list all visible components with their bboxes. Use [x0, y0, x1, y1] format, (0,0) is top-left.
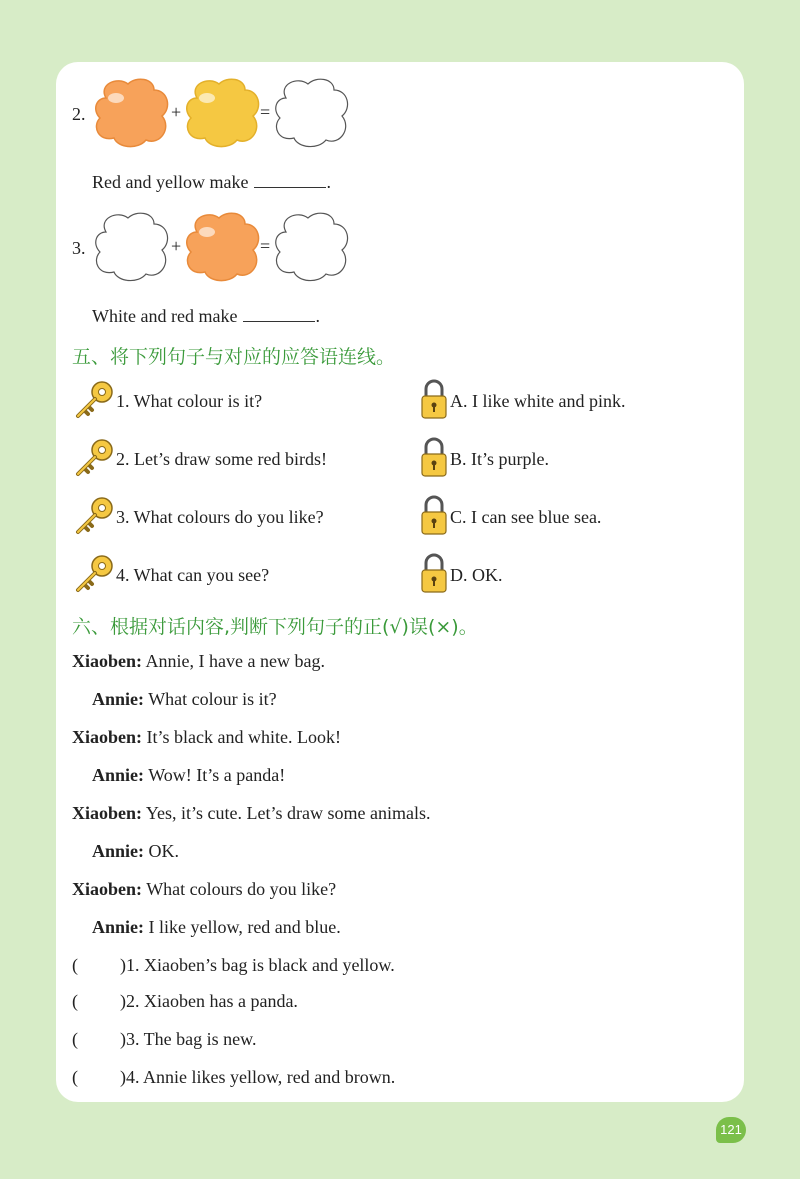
question-1: 1. What colour is it?: [116, 391, 263, 411]
orange-paint-blob-icon: [183, 210, 263, 282]
answer-a: A. I like white and pink.: [450, 391, 626, 411]
q3-plus: +: [171, 236, 182, 256]
padlock-icon: [420, 379, 448, 419]
empty-paint-blob-icon: [92, 210, 172, 282]
dialogue-line: Annie: What colour is it?: [92, 689, 277, 709]
page-number: 121: [716, 1117, 746, 1143]
section6-title: 六、根据对话内容,判断下列句子的正(√)误(×)。: [72, 616, 478, 638]
padlock-icon: [420, 495, 448, 535]
answer-c: C. I can see blue sea.: [450, 507, 602, 527]
statement-1: ( )1. Xiaoben’s bag is black and yellow.: [72, 955, 395, 975]
question-3: 3. What colours do you like?: [116, 507, 324, 527]
empty-paint-blob-icon: [272, 210, 352, 282]
q2-number: 2.: [72, 104, 86, 124]
statement-2: ( )2. Xiaoben has a panda.: [72, 991, 298, 1011]
q2-answer-blank[interactable]: [254, 171, 326, 188]
padlock-icon: [420, 553, 448, 593]
dialogue-line: Xiaoben: It’s black and white. Look!: [72, 727, 341, 747]
q2-plus: +: [171, 102, 182, 122]
key-icon: [74, 496, 114, 536]
answer-b: B. It’s purple.: [450, 449, 549, 469]
empty-paint-blob-icon: [272, 76, 352, 148]
q3-equals: =: [260, 236, 271, 256]
dialogue-line: Annie: Wow! It’s a panda!: [92, 765, 286, 785]
statement-3: ( )3. The bag is new.: [72, 1029, 257, 1049]
padlock-icon: [420, 437, 448, 477]
q3-answer-blank[interactable]: [243, 305, 315, 322]
question-2: 2. Let’s draw some red birds!: [116, 449, 327, 469]
dialogue-line: Annie: I like yellow, red and blue.: [92, 917, 341, 937]
section5-title: 五、将下列句子与对应的应答语连线。: [72, 346, 396, 368]
yellow-paint-blob-icon: [183, 76, 263, 148]
orange-paint-blob-icon: [92, 76, 172, 148]
dialogue-line: Xiaoben: Yes, it’s cute. Let’s draw some animals.: [72, 803, 431, 823]
key-icon: [74, 380, 114, 420]
dialogue-line: Annie: OK.: [92, 841, 180, 861]
q2-sentence: Red and yellow make .: [92, 172, 331, 192]
dialogue-line: Xiaoben: Annie, I have a new bag.: [72, 651, 325, 671]
statement-4: ( )4. Annie likes yellow, red and brown.: [72, 1067, 396, 1087]
dialogue-line: Xiaoben: What colours do you like?: [72, 879, 337, 899]
q3-sentence: White and red make .: [92, 306, 320, 326]
q2-equals: =: [260, 102, 271, 122]
key-icon: [74, 438, 114, 478]
answer-d: D. OK.: [450, 565, 503, 585]
q3-number: 3.: [72, 238, 86, 258]
key-icon: [74, 554, 114, 594]
question-4: 4. What can you see?: [116, 565, 270, 585]
